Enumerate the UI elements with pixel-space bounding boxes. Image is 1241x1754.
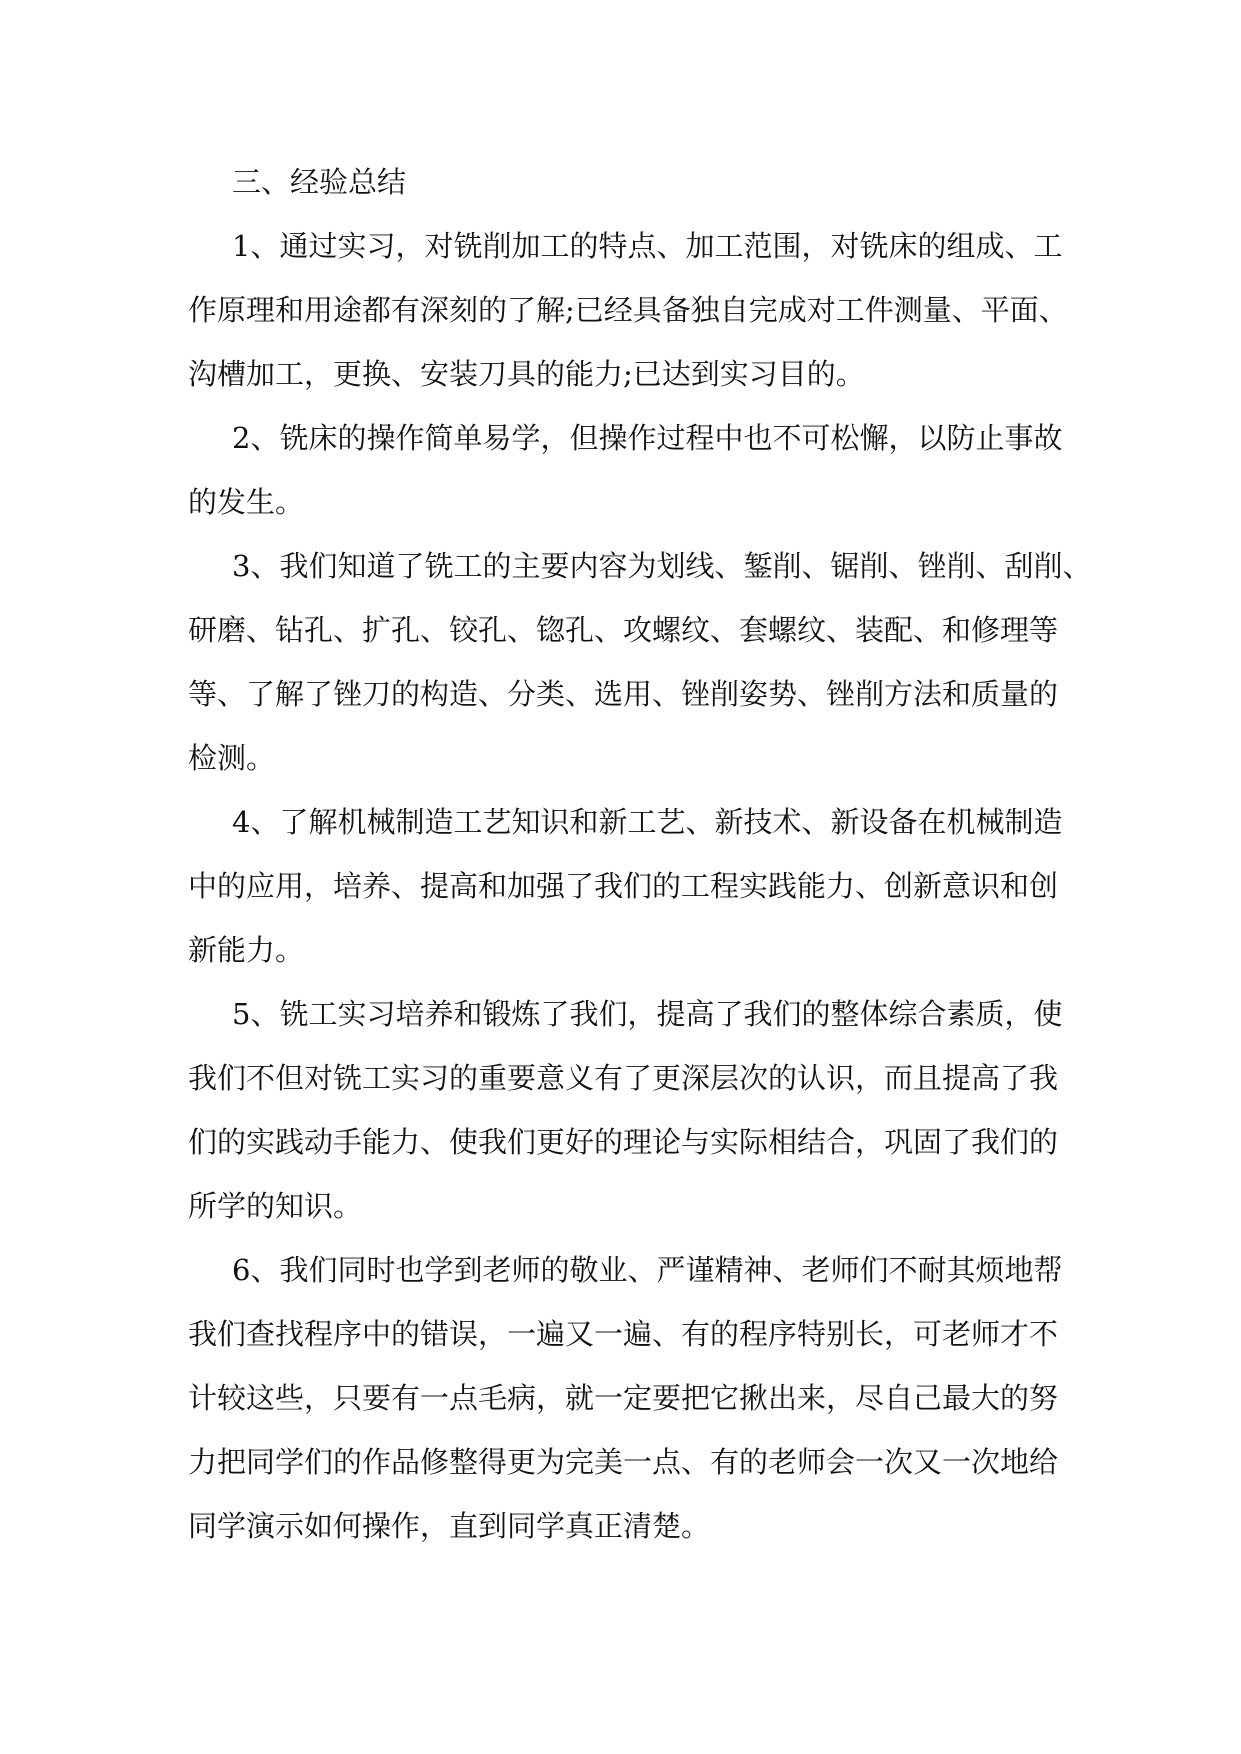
- paragraph-line: 新能力。: [188, 933, 305, 967]
- paragraph-line: 5、铣工实习培养和锻炼了我们，提高了我们的整体综合素质，使: [232, 997, 1063, 1031]
- paragraph-line: 的发生。: [188, 485, 305, 519]
- paragraph-line: 检测。: [188, 741, 276, 775]
- paragraph-6: [188, 1238, 1068, 1558]
- paragraph-1: [188, 214, 1068, 406]
- paragraph-line: 们的实践动手能力、使我们更好的理论与实际相结合，巩固了我们的: [188, 1125, 1059, 1159]
- paragraph-line: 同学演示如何操作，直到同学真正清楚。: [188, 1509, 711, 1543]
- paragraph-line: 计较这些，只要有一点毛病，就一定要把它揪出来，尽自己最大的努: [188, 1381, 1059, 1415]
- paragraph-line: 中的应用，培养、提高和加强了我们的工程实践能力、创新意识和创: [188, 869, 1059, 903]
- paragraph-line: 3、我们知道了铣工的主要内容为划线、錾削、锯削、锉削、刮削、: [232, 549, 1092, 583]
- paragraph-2: [188, 406, 1068, 534]
- paragraph-line: 4、了解机械制造工艺知识和新工艺、新技术、新设备在机械制造: [232, 805, 1063, 839]
- paragraph-5: [188, 982, 1068, 1238]
- paragraph-line: 6、我们同时也学到老师的敬业、严谨精神、老师们不耐其烦地帮: [232, 1253, 1063, 1287]
- document-page: [188, 150, 1092, 1558]
- paragraph-line: 所学的知识。: [188, 1189, 363, 1223]
- paragraph-line: 作原理和用途都有深刻的了解;已经具备独自完成对工件测量、平面、: [188, 293, 1068, 327]
- paragraph-line: 等、了解了锉刀的构造、分类、选用、锉削姿势、锉削方法和质量的: [188, 677, 1059, 711]
- paragraph-line: 研磨、钻孔、扩孔、铰孔、锪孔、攻螺纹、套螺纹、装配、和修理等: [188, 613, 1059, 647]
- paragraph-line: 沟槽加工，更换、安装刀具的能力;已达到实习目的。: [188, 357, 865, 391]
- paragraph-line: 我们不但对铣工实习的重要意义有了更深层次的认识，而且提高了我: [188, 1061, 1059, 1095]
- paragraph-line: 力把同学们的作品修整得更为完美一点、有的老师会一次又一次地给: [188, 1445, 1059, 1479]
- paragraph-line: 我们查找程序中的错误，一遍又一遍、有的程序特别长，可老师才不: [188, 1317, 1059, 1351]
- paragraph-3: [188, 534, 1092, 790]
- paragraph-line: 2、铣床的操作简单易学，但操作过程中也不可松懈，以防止事故: [232, 421, 1063, 455]
- paragraph-line: 1、通过实习，对铣削加工的特点、加工范围，对铣床的组成、工: [232, 229, 1063, 263]
- section-heading: 三、经验总结: [232, 165, 407, 199]
- paragraph-4: [188, 790, 1068, 982]
